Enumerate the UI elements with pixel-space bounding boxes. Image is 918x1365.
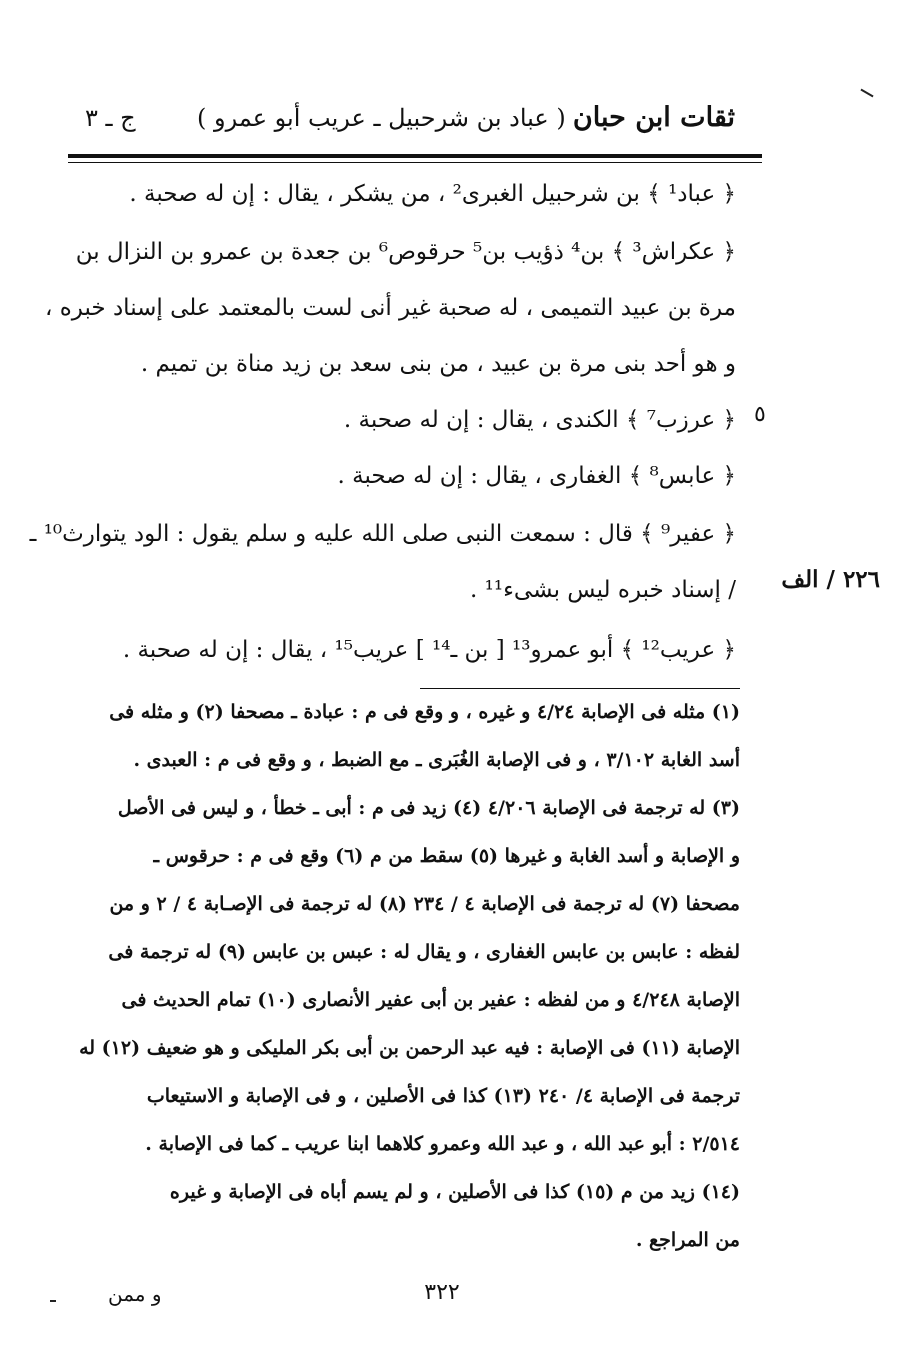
entry-range: ( عباد بن شرحبيل ـ عريب أبو عمرو ) <box>197 104 566 132</box>
scan-speck <box>50 1300 56 1302</box>
book-title: ثقات ابن حبان <box>572 102 735 133</box>
footnote-line: ٢/٥١٤ : أبو عبد الله ، و عبد الله وعمرو كلاهما ابنا عريب ـ كما فى الإصابة . <box>145 1133 740 1155</box>
footnote-line: (١) مثله فى الإصابة ٤/٢٤ و غيره ، و وقع فى م : عبادة ـ مصحفا (٢) و مثله فى <box>109 701 740 723</box>
text-line: ﴿ عابس⁸ ﴾ الغفارى ، يقال : إن له صحبة . <box>337 463 736 489</box>
footnote-line: (٣) له ترجمة فى الإصابة ٤/٢٠٦ (٤) زيد فى م : أبى ـ خطأ ، و ليس فى الأصل <box>117 797 740 819</box>
text-line: ﴿ عريب¹² ﴾ أبو عمرو¹³ [ بن ـ¹⁴ ] عريب¹⁵ ، يقال : إن له صحبة . <box>122 637 736 663</box>
footnote-line: (١٤) زيد من م (١٥) كذا فى الأصلين ، و لم يسم أباه فى الإصابة و غيره <box>169 1181 740 1203</box>
header-rule-thick <box>68 154 762 158</box>
footnote-line: الإصابة ٤/٢٤٨ و من لفظه : عفير بن أبى عفير الأنصارى (١٠) تمام الحديث فى <box>121 989 740 1011</box>
text-line: مرة بن عبيد التميمى ، له صحبة غير أنى لست بالمعتمد على إسناد خبره ، <box>45 295 736 321</box>
footnote-line: لفظه : عابس بن عابس الغفارى ، و يقال له : عبس بن عابس (٩) له ترجمة فى <box>108 941 740 963</box>
footnote-line: من المراجع . <box>635 1229 740 1251</box>
footnote-line: و الإصابة و أسد الغابة و غيرها (٥) سقط من م (٦) وقع فى م : حرقوس ـ <box>153 845 740 867</box>
running-header <box>85 102 735 150</box>
text-line: ﴿ عرزب⁷ ﴾ الكندى ، يقال : إن له صحبة . <box>343 407 736 433</box>
footnote-line: أسد الغابة ٣/١٠٢ ، و فى الإصابة الغُبَرى ـ مع الضبط ، و وقع فى م : العبدى . <box>133 749 740 771</box>
line-number: ٥ <box>754 402 766 427</box>
footnote-rule <box>420 688 740 689</box>
footnote-line: ترجمة فى الإصابة ٤/ ٢٤٠ (١٣) كذا فى الأصلين ، و فى الإصابة و الاستيعاب <box>146 1085 740 1107</box>
text-line: ﴿ عباد¹ ﴾ بن شرحبيل الغبرى² ، من يشكر ، يقال : إن له صحبة . <box>129 181 736 207</box>
text-line: / إسناد خبره ليس بشىء¹¹ . <box>470 577 736 603</box>
page-number: ٣٢٢ <box>424 1280 460 1305</box>
footnote-line: الإصابة (١١) فى الإصابة : فيه عبد الرحمن بن أبى بكر المليكى و هو ضعيف (١٢) له <box>79 1037 740 1059</box>
footnote-line: مصحفا (٧) له ترجمة فى الإصابة ٤ / ٢٣٤ (٨) له ترجمة فى الإصـابة ٤ / ٢ و من <box>109 893 740 915</box>
volume-label: ج ـ ٣ <box>85 104 136 132</box>
text-line: ﴿ عفير⁹ ﴾ قال : سمعت النبى صلى الله عليه و سلم يقول : الود يتوارث¹⁰ ـ <box>29 521 736 547</box>
scan-speck <box>860 89 873 98</box>
margin-folio: ٢٢٦ / الف <box>781 566 880 593</box>
catchword: و ممن <box>108 1282 162 1306</box>
text-line: ﴿ عكراش³ ﴾ بن⁴ ذؤيب بن⁵ حرقوص⁶ بن جعدة بن عمرو بن النزال بن <box>75 239 736 265</box>
header-rule-thin <box>68 162 762 163</box>
text-line: و هو أحد بنى مرة بن عبيد ، من بنى سعد بن زيد مناة بن تميم . <box>140 351 736 377</box>
